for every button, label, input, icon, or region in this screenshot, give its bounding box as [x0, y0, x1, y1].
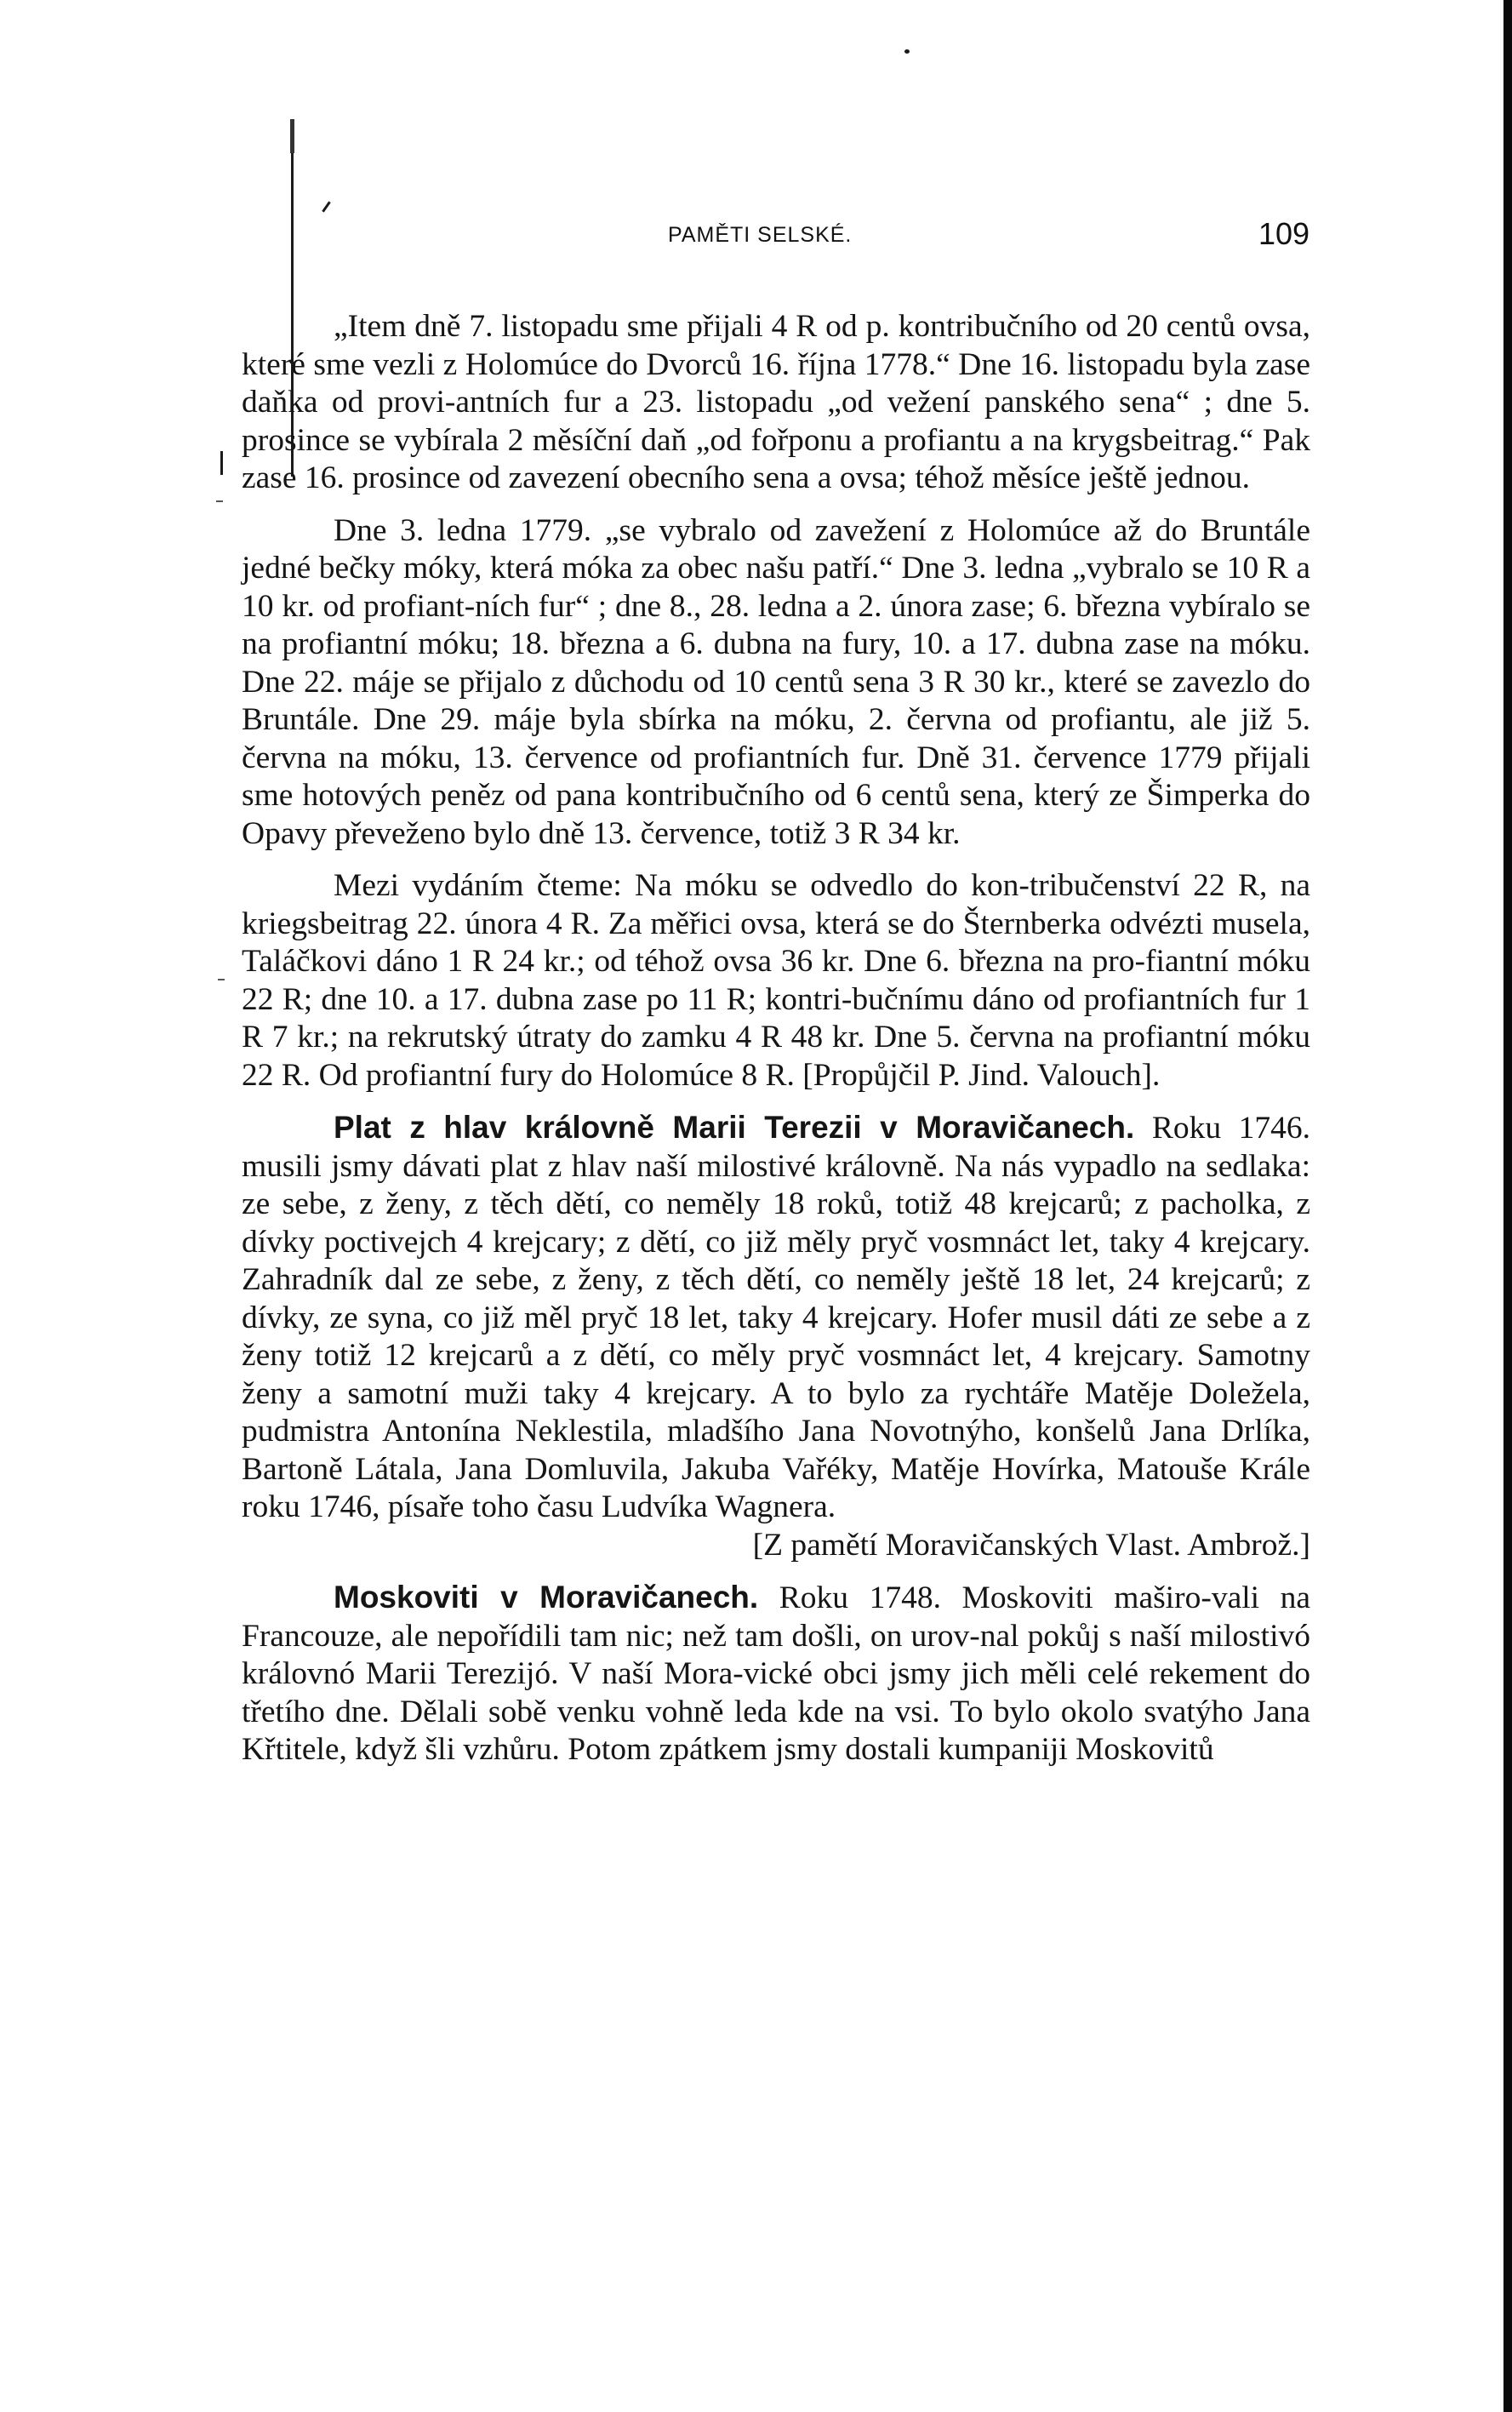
section-heading: Plat z hlav královně Marii Terezii v Moravičanech.	[334, 1110, 1135, 1145]
section-heading: Moskoviti v Moravičanech.	[334, 1580, 759, 1615]
source-text: [Z pamětí Moravičanských Vlast. Ambrož.]	[752, 1527, 1310, 1563]
source-attribution	[242, 1527, 1310, 1565]
section-paragraph	[242, 1579, 1310, 1769]
scan-edge-mark	[290, 119, 294, 153]
paragraph	[242, 512, 1310, 854]
paragraph	[242, 867, 1310, 1095]
scan-edge-mark	[220, 451, 223, 475]
paragraph	[242, 308, 1310, 498]
scan-edge-mark	[1503, 0, 1512, 2412]
running-title: PAMĚTI SELSKÉ.	[668, 223, 853, 247]
paragraph-text: „Item dně 7. listopadu sme přijali 4 R od p. kontribučního od 20 centů ovsa, které sme vezli z Holomúce do Dvorců 16. října 1778.“ Dne 16. listopadu byla zase daňka od provi-antních fur a 23. listopadu „od vežení panského sena“ ; dne 5. prosince se vybírala 2 měsíční daň „od fořponu a profiantu a na krygsbeitrag.“ Pak zase 16. prosince od zavezení obecního sena a ovsa; téhož měsíce ještě jednou.	[242, 309, 1310, 495]
page-number: 109	[1258, 216, 1310, 251]
section-paragraph	[242, 1109, 1310, 1527]
paragraph-text: Dne 3. ledna 1779. „se vybralo od zavežení z Holomúce až do Bruntále jedné bečky móky, která móka za obec našu patří.“ Dne 3. ledna „vybralo se 10 R a 10 kr. od profiant-ních fur“ ; dne 8., 28. ledna a 2. února zase; 6. března vybíralo se na profiantní móku; 18. března a 6. dubna na fury, 10. a 17. dubna zase na móku. Dne 22. máje se přijalo z důchodu od 10 centů sena 3 R 30 kr., které se zavezlo do Bruntále. Dne 29. máje byla sbírka na móku, 2. června od profiantu, ale již 5. června na móku, 13. července od profiantních fur. Dně 31. července 1779 přijali sme hotových peněz od pana kontribučního od 6 centů sena, který ze Šimperka do Opavy převeženo bylo dně 13. července, totiž 3 R 34 kr.	[242, 512, 1310, 851]
paragraph-text: Roku 1746. musili jsmy dávati plat z hlav naší milostivé královně. Na nás vypadlo na sedlaka: ze sebe, z ženy, z těch dětí, co neměly 18 roků, totiž 48 krejcarů; z pacholka, z dívky poctivejch 4 krejcary; z dětí, co již měly pryč vosmnáct let, taky 4 krejcary. Zahradník dal ze sebe, z ženy, z těch dětí, co neměly ještě 18 let, 24 krejcarů; z dívky, ze syna, co již měl pryč 18 let, taky 4 krejcary. Hofer musil dáti ze sebe a z ženy totiž 12 krejcarů a z dětí, co měly pryč vosmnáct let, 4 krejcary. Samotny ženy a samotní muži taky 4 krejcary. A to bylo za rychtáře Matěje Doležela, pudmistra Antonína Neklestila, mladšího Jana Novotnýho, konšelů Jana Drlíka, Bartoně Látala, Jana Domluvila, Jakuba Vařéky, Matěje Hovírka, Matouše Krále roku 1746, písaře toho času Ludvíka Wagnera.	[242, 1111, 1311, 1524]
paragraph-text: Roku 1748. Moskoviti maširo-vali na Francouze, ale nepořídili tam nic; než tam došli, on urov-nal pokůj s naší milostivó královnó Marii Terezijó. V naší Mora-vické obci jsmy jich měli celé rekement do třetího dne. Dělali sobě venku vohně leda kde na vsi. To bylo okolo svatýho Jana Křtitele, když šli vzhůru. Potom zpátkem jsmy dostali kumpaniji Moskovitů	[242, 1580, 1311, 1767]
scan-edge-mark	[218, 979, 225, 980]
scan-edge-mark	[904, 49, 910, 54]
body-text	[242, 308, 1310, 1769]
paragraph-text: Mezi vydáním čteme: Na móku se odvedlo do kon-tribučenství 22 R, na kriegsbeitrag 22. února 4 R. Za měřici ovsa, která se do Šternberka odvézti musela, Taláčkovi dáno 1 R 24 kr.; od téhož ovsa 36 kr. Dne 6. března na pro-fiantní móku 22 R; dne 10. a 17. dubna zase po 11 R; kontri-bučnímu dáno od profiantních fur 1 R 7 kr.; na rekrutský útraty do zamku 4 R 48 kr. Dne 5. června na profiantní móku 22 R. Od profiantní fury do Holomúce 8 R. [Propůjčil P. Jind. Valouch].	[242, 868, 1310, 1093]
scan-edge-mark	[216, 500, 223, 502]
page-header	[0, 209, 1512, 260]
